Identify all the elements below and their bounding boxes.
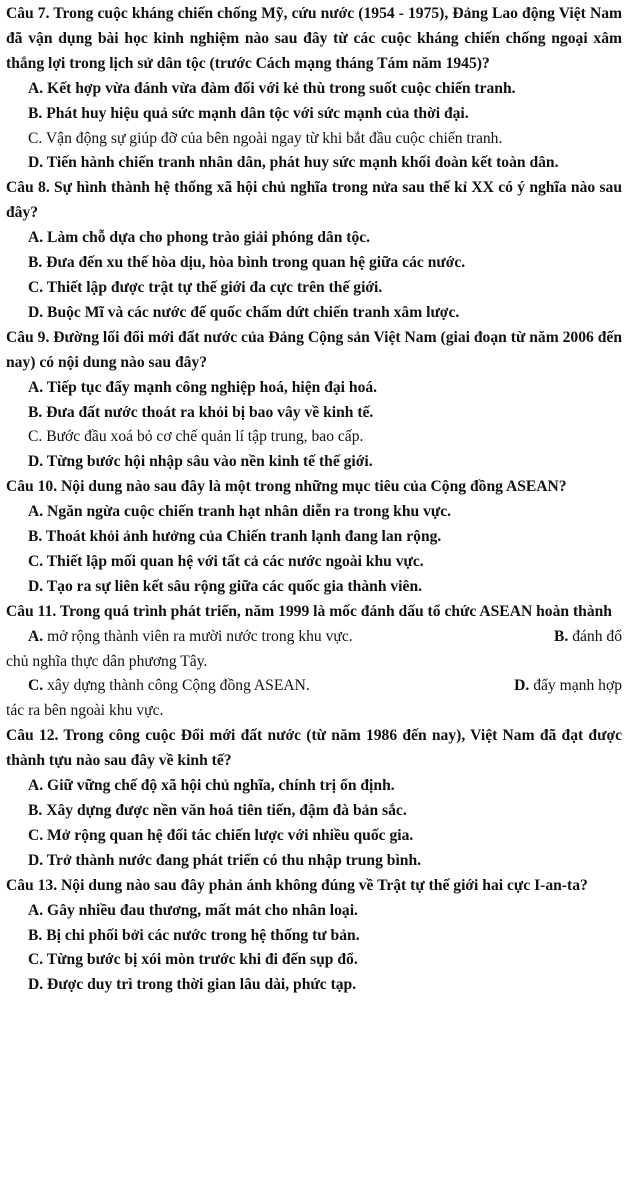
option-d: D. Từng bước hội nhập sâu vào nền kinh tế thế giới. bbox=[28, 453, 373, 471]
option-c: C. Từng bước bị xói mòn trước khi đi đến sụp đổ. bbox=[28, 951, 358, 969]
option-c: C. Bước đầu xoá bỏ cơ chế quản lí tập trung, bao cấp. bbox=[28, 428, 364, 446]
option-c: C. Thiết lập được trật tự thế giới đa cực trên thế giới. bbox=[28, 278, 383, 296]
option-label: C. bbox=[28, 677, 44, 695]
question-stem: Câu 8. Sự hình thành hệ thống xã hội chủ nghĩa trong nửa sau thế kỉ XX có ý nghĩa nào sau đây? bbox=[6, 179, 622, 222]
option-a: A. Gây nhiều đau thương, mất mát cho nhân loại. bbox=[28, 901, 358, 919]
option-text: xây dựng thành công Cộng đồng ASEAN. bbox=[47, 677, 310, 695]
option-a bbox=[28, 625, 554, 650]
option-b-continuation: chủ nghĩa thực dân phương Tây. bbox=[6, 652, 208, 670]
option-a: A. Tiếp tục đẩy mạnh công nghiệp hoá, hiện đại hoá. bbox=[28, 378, 378, 396]
option-b: B. Đưa đến xu thế hòa dịu, hòa bình trong quan hệ giữa các nước. bbox=[28, 254, 466, 272]
question-stem: Câu 11. Trong quá trình phát triển, năm 1999 là mốc đánh dấu tổ chức ASEAN hoàn thành bbox=[6, 602, 612, 620]
question-stem: Câu 12. Trong công cuộc Đổi mới đất nước (từ năm 1986 đến nay), Việt Nam đã đạt được thành tựu nào sau đây về kinh tế? bbox=[6, 727, 622, 770]
question-8 bbox=[6, 176, 622, 325]
option-a: A. Ngăn ngừa cuộc chiến tranh hạt nhân diễn ra trong khu vực. bbox=[28, 503, 452, 521]
options-row-cd bbox=[6, 674, 622, 699]
option-label: A. bbox=[28, 627, 44, 645]
option-b: B. Xây dựng được nền văn hoá tiên tiến, đậm đà bản sắc. bbox=[28, 802, 407, 819]
question-stem: Câu 13. Nội dung nào sau đây phản ánh không đúng về Trật tự thế giới hai cực I-an-ta? bbox=[6, 876, 588, 894]
option-b: B. Thoát khỏi ảnh hưởng của Chiến tranh lạnh đang lan rộng. bbox=[28, 528, 442, 546]
option-a: A. Kết hợp vừa đánh vừa đàm đối với kẻ thù trong suốt cuộc chiến tranh. bbox=[28, 79, 516, 97]
question-12 bbox=[6, 724, 622, 873]
option-label: B. bbox=[553, 627, 569, 645]
option-text: đẩy mạnh hợp bbox=[533, 677, 622, 695]
option-d: D. Trở thành nước đang phát triển có thu nhập trung bình. bbox=[28, 851, 422, 869]
question-13 bbox=[6, 874, 622, 999]
question-stem: Câu 10. Nội dung nào sau đây là một trong những mục tiêu của Cộng đồng ASEAN? bbox=[6, 478, 567, 496]
option-d-continuation: tác ra bên ngoài khu vực. bbox=[6, 702, 164, 720]
option-a: A. Giữ vững chế độ xã hội chủ nghĩa, chính trị ổn định. bbox=[28, 777, 395, 795]
question-7 bbox=[6, 2, 622, 176]
option-c bbox=[28, 674, 514, 699]
option-text: đánh đổ bbox=[572, 627, 622, 645]
option-c: C. Thiết lập mối quan hệ với tất cả các nước ngoài khu vực. bbox=[28, 552, 424, 570]
option-d bbox=[514, 674, 622, 699]
option-b bbox=[554, 625, 622, 650]
option-b: B. Phát huy hiệu quả sức mạnh dân tộc với sức mạnh của thời đại. bbox=[28, 104, 469, 122]
question-stem: Câu 9. Đường lối đổi mới đất nước của Đảng Cộng sản Việt Nam (giai đoạn từ năm 2006 đến nay) có nội dung nào sau đây? bbox=[6, 328, 622, 371]
option-d: D. Buộc Mĩ và các nước đế quốc chấm dứt chiến tranh xâm lược. bbox=[28, 303, 460, 321]
option-b: B. Đưa đất nước thoát ra khỏi bị bao vây về kinh tế. bbox=[28, 403, 374, 421]
option-c: C. Vận động sự giúp đỡ của bên ngoài ngay từ khi bắt đầu cuộc chiến tranh. bbox=[28, 129, 503, 147]
option-d: D. Được duy trì trong thời gian lâu dài, phức tạp. bbox=[28, 976, 357, 994]
option-b: B. Bị chi phối bởi các nước trong hệ thống tư bản. bbox=[28, 926, 360, 944]
question-11 bbox=[6, 600, 622, 725]
option-text: mở rộng thành viên ra mười nước trong khu vực. bbox=[47, 627, 353, 645]
question-stem: Câu 7. Trong cuộc kháng chiến chống Mỹ, cứu nước (1954 - 1975), Đảng Lao động Việt Nam đã vận dụng bài học kinh nghiệm nào sau đây từ các cuộc kháng chiến chống ngoại xâm thắng lợi trong lịch sử dân tộc (trước Cách mạng tháng Tám năm 1945)? bbox=[6, 5, 622, 72]
option-a: A. Làm chỗ dựa cho phong trào giải phóng dân tộc. bbox=[28, 229, 371, 247]
question-10 bbox=[6, 475, 622, 600]
options-row-ab bbox=[6, 625, 622, 650]
option-d: D. Tiến hành chiến tranh nhân dân, phát huy sức mạnh khối đoàn kết toàn dân. bbox=[28, 154, 559, 172]
option-label: D. bbox=[514, 677, 530, 695]
option-c: C. Mở rộng quan hệ đối tác chiến lược với nhiều quốc gia. bbox=[28, 826, 414, 844]
question-9 bbox=[6, 326, 622, 475]
option-d: D. Tạo ra sự liên kết sâu rộng giữa các quốc gia thành viên. bbox=[28, 577, 423, 595]
